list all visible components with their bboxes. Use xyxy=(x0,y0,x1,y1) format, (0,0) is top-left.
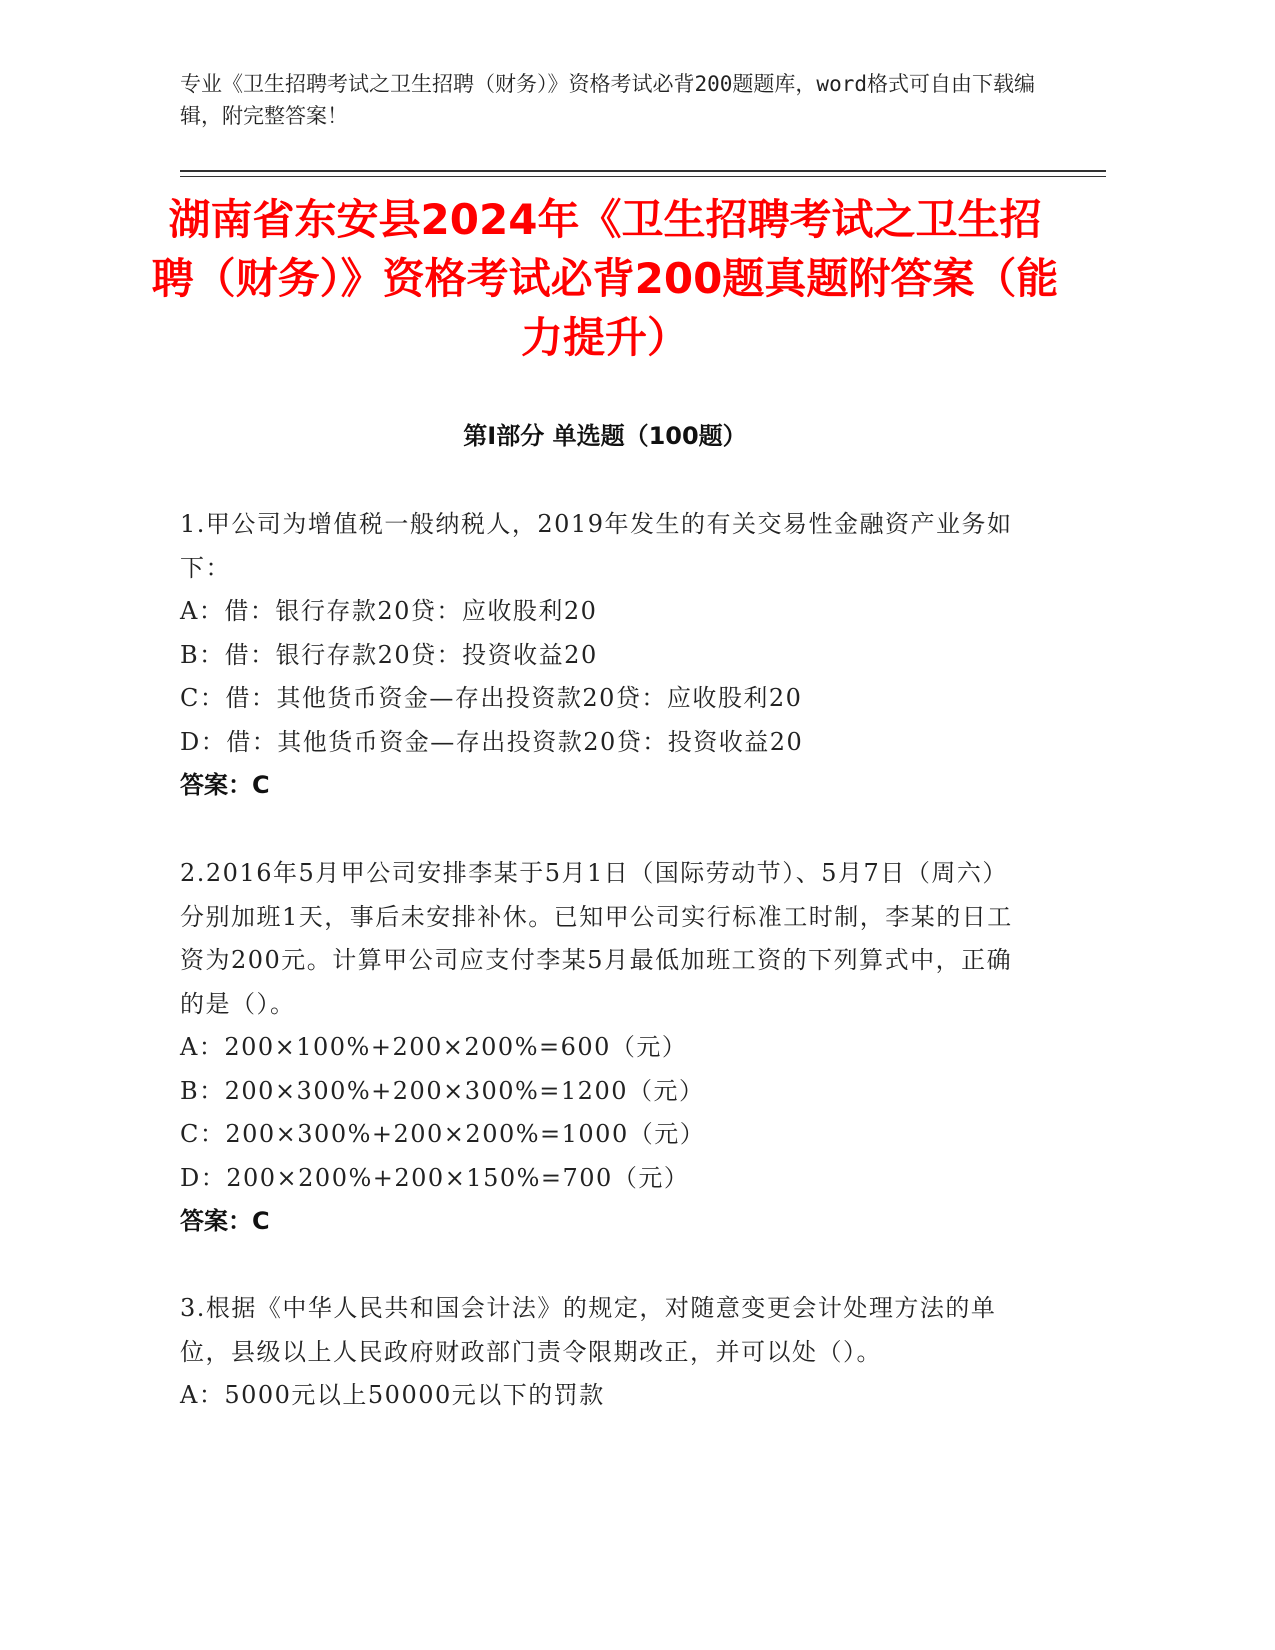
option-d: D：借：其他货币资金—存出投资款20贷：投资收益20 xyxy=(180,727,804,756)
option-b: B：200×300%+200×300%=1200（元） xyxy=(180,1076,705,1105)
header-note: 专业《卫生招聘考试之卫生招聘（财务）》资格考试必背200题题库，word格式可自由下载编辑，附完整答案！ xyxy=(180,72,1035,128)
question-2 xyxy=(180,852,1030,1244)
question-stem: 1.甲公司为增值税一般纳税人，2019年发生的有关交易性金融资产业务如下： xyxy=(180,510,1013,582)
header-rule-thick xyxy=(180,170,1106,172)
document-title: 湖南省东安县2024年《卫生招聘考试之卫生招聘（财务）》资格考试必背200题真题附答案（能力提升） xyxy=(151,195,1059,362)
question-stem: 2.2016年5月甲公司安排李某于5月1日（国际劳动节）、5月7日（周六）分别加班1天，事后未安排补休。已知甲公司实行标准工时制，李某的日工资为200元。计算甲公司应支付李某5月最低加班工资的下列算式中，正确的是（）。 xyxy=(180,859,1013,1018)
option-a: A：200×100%+200×200%=600（元） xyxy=(180,1033,688,1061)
option-c: C：借：其他货币资金—存出投资款20贷：应收股利20 xyxy=(180,684,803,712)
question-3 xyxy=(180,1287,1030,1418)
answer: 答案：C xyxy=(180,771,270,799)
question-1 xyxy=(180,503,1030,808)
option-a: A：借：银行存款20贷：应收股利20 xyxy=(180,597,598,625)
question-stem: 3.根据《中华人民共和国会计法》的规定，对随意变更会计处理方法的单位，县级以上人民政府财政部门责令限期改正，并可以处（）。 xyxy=(180,1294,997,1366)
section-heading: 第Ⅰ部分 单选题（100题） xyxy=(463,422,747,450)
answer: 答案：C xyxy=(180,1207,270,1235)
option-c: C：200×300%+200×200%=1000（元） xyxy=(180,1120,706,1148)
option-b: B：借：银行存款20贷：投资收益20 xyxy=(180,640,598,669)
header-rule-thin xyxy=(180,176,1106,177)
option-a: A：5000元以上50000元以下的罚款 xyxy=(180,1381,605,1409)
option-d: D：200×200%+200×150%=700（元） xyxy=(180,1163,690,1192)
